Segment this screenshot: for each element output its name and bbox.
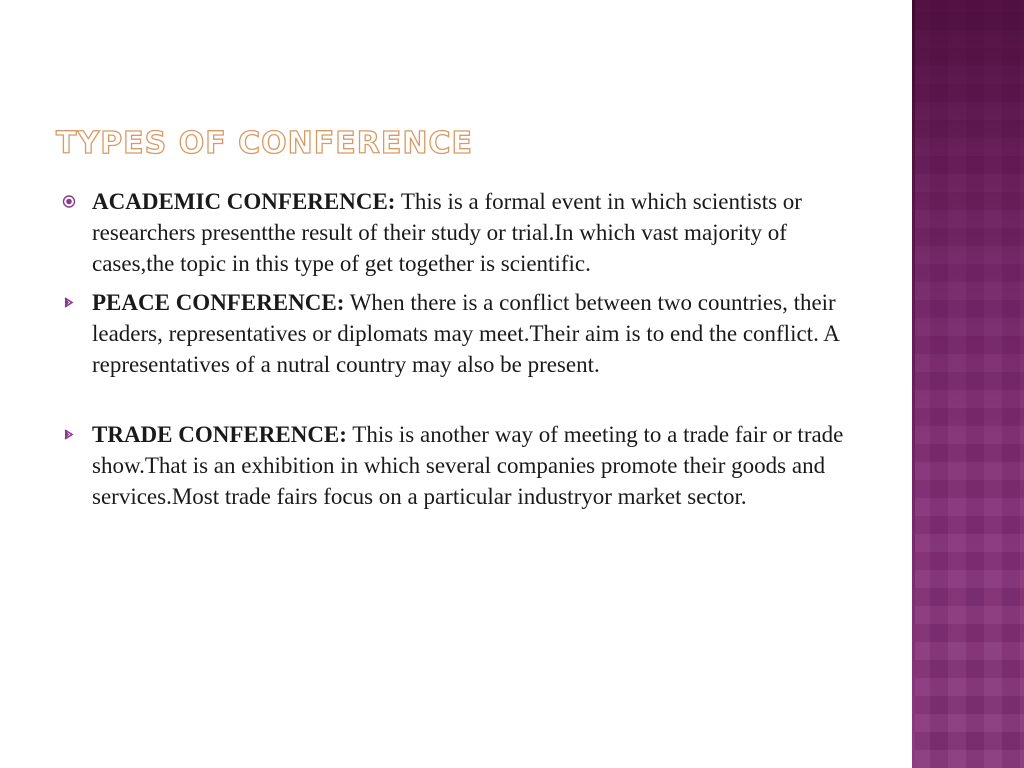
bullet-text: This is a formal event in which scientists or researchers presentthe result of their study or trial.In which vast majority of cases,the topic in this type of get together is scientific. bbox=[92, 189, 802, 276]
arrow-bullet-icon bbox=[60, 419, 80, 450]
bullet-item-trade bbox=[56, 419, 856, 512]
decorative-side-panel bbox=[912, 0, 1024, 768]
arrow-bullet-icon bbox=[60, 287, 80, 318]
bullet-list bbox=[56, 186, 856, 512]
bullet-term: PEACE CONFERENCE: bbox=[92, 290, 345, 315]
bullet-term: ACADEMIC CONFERENCE: bbox=[92, 189, 396, 214]
bullet-text: This is another way of meeting to a trade fair or trade show.That is an exhibition in which several companies promote their goods and services.Most trade fairs focus on a particular industryor market sector. bbox=[92, 422, 844, 509]
circle-dot-icon bbox=[60, 186, 80, 217]
bullet-item-peace bbox=[56, 287, 856, 380]
slide-title: TYPES OF CONFERENCE bbox=[56, 126, 473, 161]
bullet-text: When there is a conflict between two countries, their leaders, representatives or diplomats may meet.Their aim is to end the conflict. A representatives of a nutral country may also be present. bbox=[92, 290, 839, 377]
bullet-item-academic bbox=[56, 186, 856, 279]
bullet-term: TRADE CONFERENCE: bbox=[92, 422, 347, 447]
side-panel-edge bbox=[912, 0, 915, 768]
